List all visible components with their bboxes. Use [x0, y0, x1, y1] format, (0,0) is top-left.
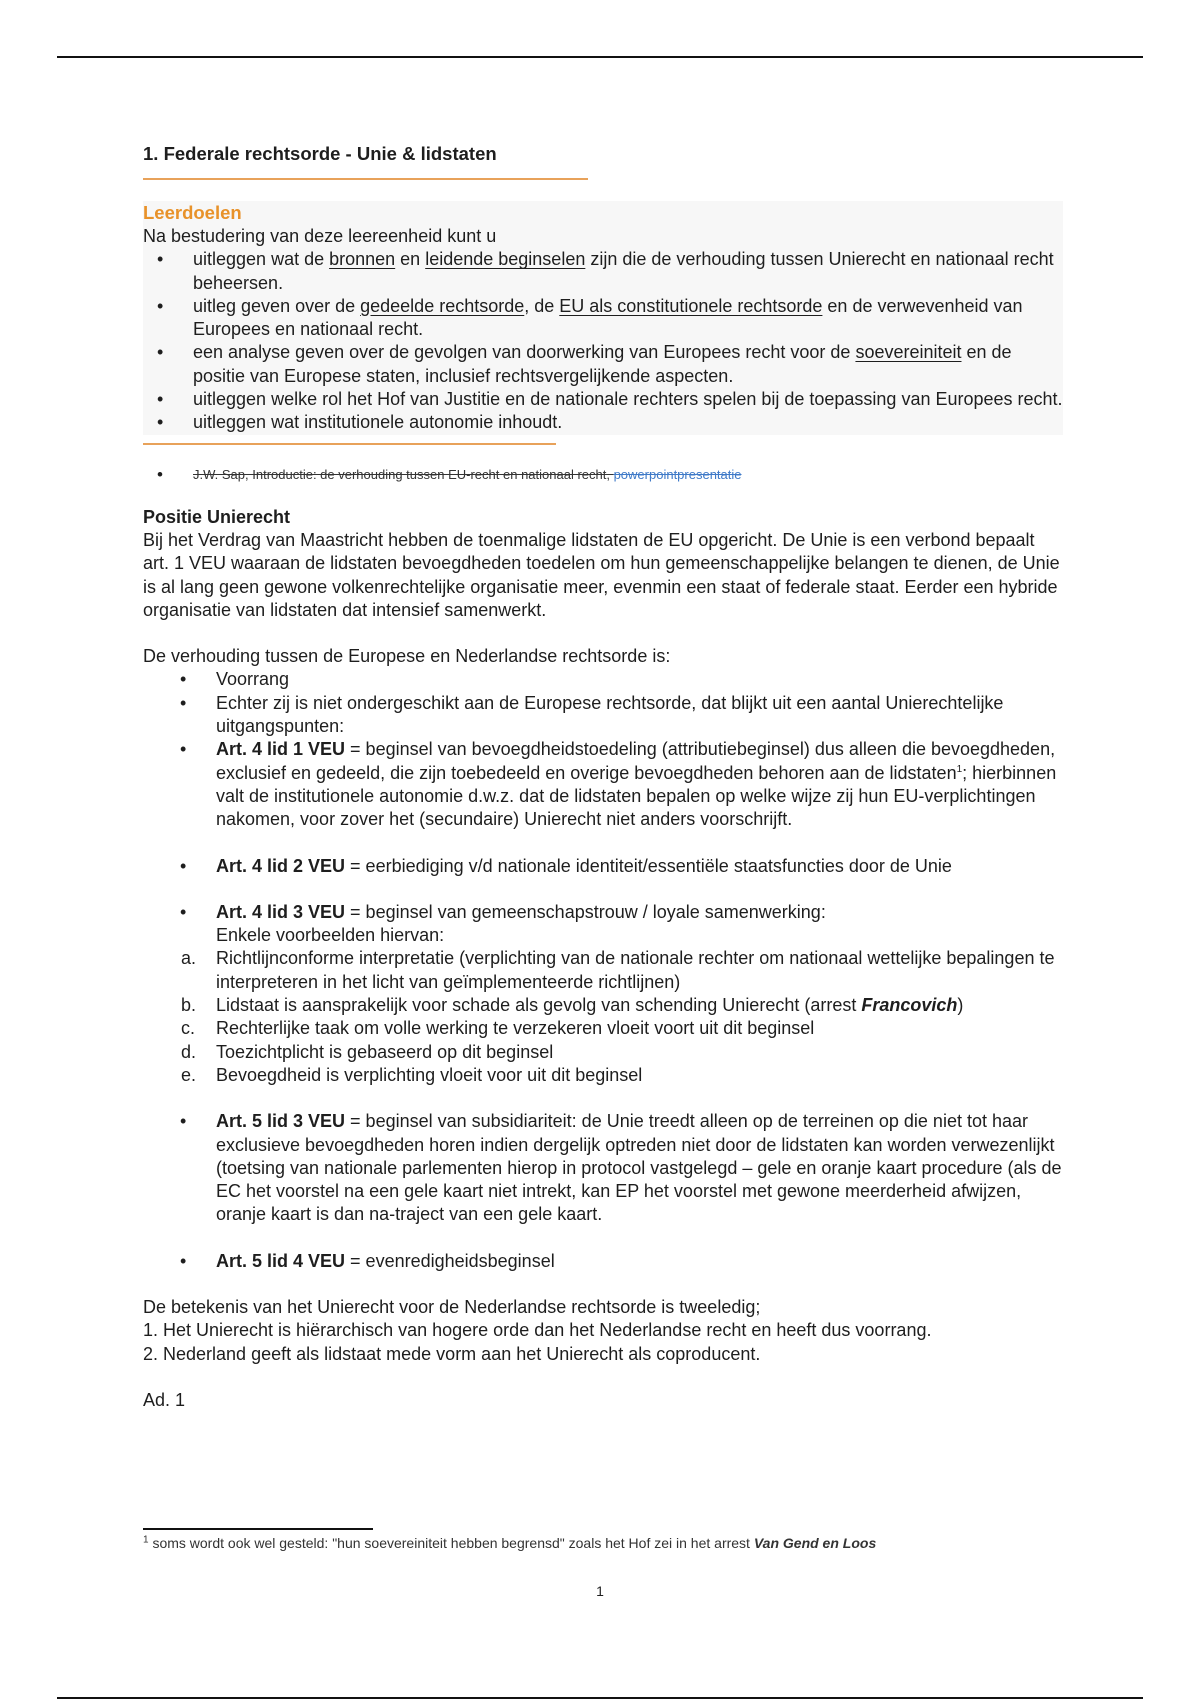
- leerdoelen-block: [143, 201, 1063, 435]
- list-item-art-4-1: • Art. 4 lid 1 VEU = beginsel van bevoegdheidstoedeling (attributiebeginsel) dus alleen die bevoegdheden, exclusief en gedeeld, die zijn toebedeeld en overige bevoegdheden behoren aan de lidstaten$^1$; hierbinnen valt de institutionele autonomie d.w.z. dat de lidstaten bepalen op welke wijze zij hun EU-verplichtingen nakomen, voor zover het (secundaire) Unierecht niet anders voorschrijft.: [143, 738, 1063, 831]
- betekenis-line-2: 1. Het Unierecht is hiërarchisch van hogere orde dan het Nederlandse recht en heeft dus voorrang.: [143, 1320, 932, 1341]
- list-item: e. Bevoegdheid is verplichting vloeit voor uit dit beginsel: [181, 1064, 643, 1085]
- list-item: d. Toezichtplicht is gebaseerd op dit beginsel: [181, 1041, 554, 1062]
- document-page: [143, 142, 1063, 1412]
- list-item-art-5-3: • Art. 5 lid 3 VEU = beginsel van subsidiariteit: de Unie treedt alleen op de terreinen op die niet tot haar exclusieve bevoegdheden horen indien dergelijk optreden niet door de lidstaten kan worden verwezenlijkt (toetsing van nationale parlementen hierop in protocol vastgelegd – gele en oranje kaart procedure (als de EC het voorstel na een gele kaart niet intrekt, kan EP het voorstel met gewone meerderheid afwijzen, oranje kaart is dan na-traject van een gele kaart.: [143, 1110, 1063, 1226]
- ad1-label: Ad. 1: [143, 1389, 186, 1410]
- list-item: • een analyse geven over de gevolgen van doorwerking van Europees recht voor de soevereiniteit en de positie van Europese staten, inclusief rechtsvergelijkende aspecten.: [143, 341, 1063, 388]
- page-number: 1: [596, 1583, 604, 1599]
- footnote-divider: [143, 1528, 373, 1530]
- betekenis-line-3: 2. Nederland geeft als lidstaat mede vorm aan het Unierecht als coproducent.: [143, 1343, 761, 1364]
- list-item: • uitleggen wat de bronnen en leidende beginselen zijn die de verhouding tussen Unierecht en nationaal recht beheersen.: [143, 248, 1063, 295]
- list-item-art-4-2: • Art. 4 lid 2 VEU = eerbiediging v/d nationale identiteit/essentiële staatsfuncties door de Unie: [143, 855, 1063, 878]
- list-item: • uitleggen welke rol het Hof van Justitie en de nationale rechters spelen bij de toepassing van Europees recht.: [143, 388, 1063, 411]
- leerdoelen-title: Leerdoelen: [143, 202, 242, 223]
- list-item: • Echter zij is niet ondergeschikt aan de Europese rechtsorde, dat blijkt uit een aantal Unierechtelijke uitgangspunten:: [143, 692, 1063, 739]
- list-item: • uitleggen wat institutionele autonomie inhoudt.: [143, 411, 1063, 434]
- list-item-art-5-4: • Art. 5 lid 4 VEU = evenredigheidsbeginsel: [143, 1250, 1063, 1273]
- examples-list: [143, 947, 1063, 1087]
- section-heading: 1. Federale rechtsorde - Unie & lidstaten: [143, 143, 497, 164]
- leerdoelen-list: [143, 248, 1063, 434]
- footnote: $^1$ soms wordt ook wel gesteld: "hun soevereiniteit hebben begrensd" zoals het Hof zei in het arrest Van Gend en Loos: [143, 1534, 877, 1551]
- page-top-border: [57, 56, 1143, 58]
- verhouding-list: [143, 668, 1063, 831]
- betekenis-line-1: De betekenis van het Unierecht voor de Nederlandse rechtsorde is tweeledig;: [143, 1296, 761, 1317]
- list-item: b. Lidstaat is aansprakelijk voor schade als gevolg van schending Unierecht (arrest Francovich): [181, 995, 964, 1016]
- reference-item: • J.W. Sap, Introductie: de verhouding tussen EU-recht en nationaal recht, powerpointpresentatie: [143, 466, 1063, 484]
- heading-divider: [143, 178, 588, 180]
- verhouding-intro: De verhouding tussen de Europese en Nederlandse rechtsorde is:: [143, 646, 671, 667]
- leerdoelen-intro: Na bestudering van deze leereenheid kunt u: [143, 226, 497, 246]
- list-item: • uitleg geven over de gedeelde rechtsorde, de EU als constitutionele rechtsorde en de verwevenheid van Europees en nationaal recht.: [143, 295, 1063, 342]
- positie-paragraph: Bij het Verdrag van Maastricht hebben de toenmalige lidstaten de EU opgericht. De Unie is een verbond bepaalt art. 1 VEU waaraan de lidstaten bevoegdheden toedelen om hun gemeenschappelijke belangen te dienen, de Unie is al lang geen gewone volkenrechtelijke organisatie meer, evenmin een staat of federale staat. Eerder een hybride organisatie van lidstaten dat intensief samenwerkt.: [143, 529, 1060, 620]
- powerpoint-link[interactable]: powerpointpresentatie: [613, 466, 742, 482]
- footnote-ref: 1: [956, 763, 963, 775]
- leerdoelen-divider: [143, 443, 556, 445]
- page-bottom-border: [57, 1697, 1143, 1699]
- positie-title: Positie Unierecht: [143, 506, 291, 527]
- list-item: a. Richtlijnconforme interpretatie (verplichting van de nationale rechter om nationaal wettelijke bepalingen te interpreteren in het licht van geïmplementeerde richtlijnen): [181, 948, 1055, 992]
- list-item: c. Rechterlijke taak om volle werking te verzekeren vloeit voort uit dit beginsel: [181, 1018, 815, 1039]
- list-item: • Voorrang: [143, 668, 1063, 691]
- list-item-art-4-3: • Art. 4 lid 3 VEU = beginsel van gemeenschapstrouw / loyale samenwerking: Enkele voorbeelden hiervan:: [143, 901, 1063, 948]
